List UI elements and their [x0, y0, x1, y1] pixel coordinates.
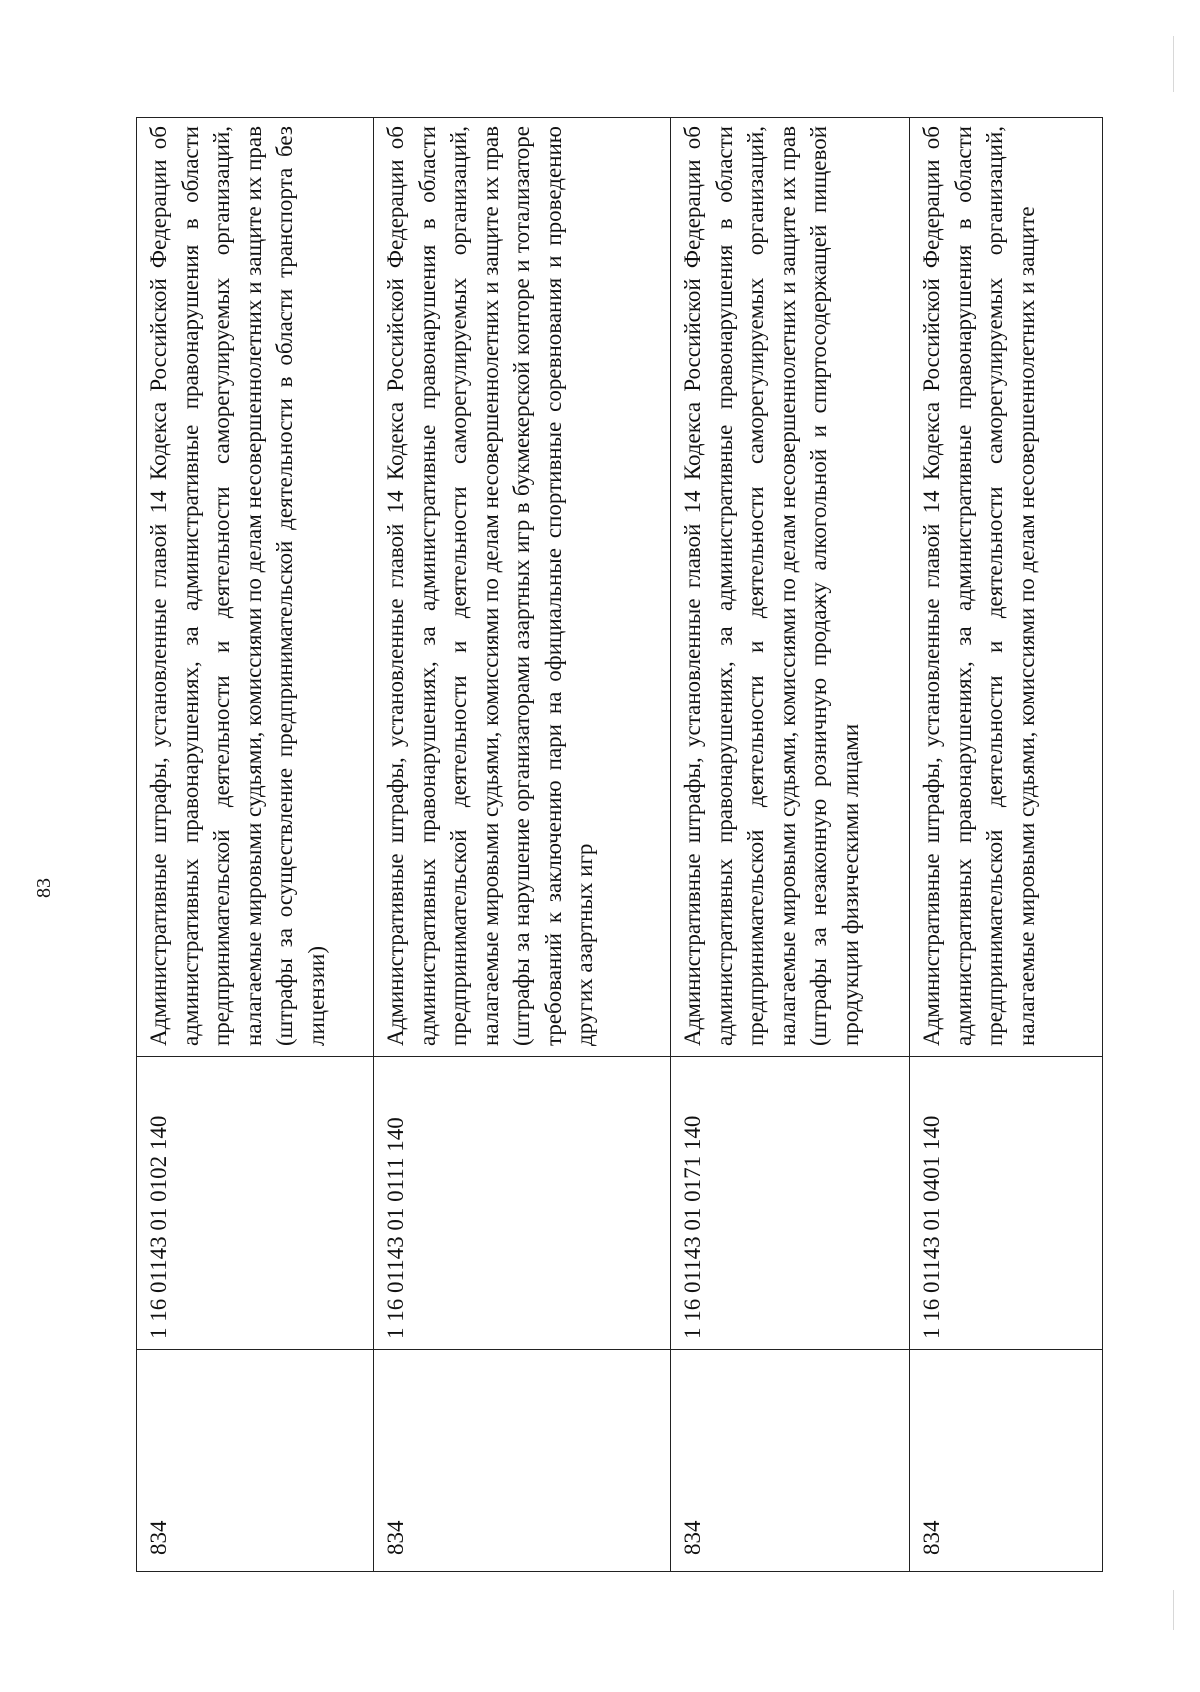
budget-code-cell: 1 16 01143 01 0171 140	[671, 1057, 910, 1350]
table-row	[374, 118, 671, 1572]
budget-code-cell: 1 16 01143 01 0111 140	[374, 1057, 671, 1350]
income-description-cell: Административные штрафы, установленные главой 14 Кодекса Российской Федерации об административных правонарушениях, за административные правонарушения в области предпринимательской деятельности и деятельности саморегулируемых организаций, налагаемые мировыми судьями, комиссиями по делам несовершеннолетних и защите их прав (штрафы за незаконную розничную продажу алкогольной и спиртосодержащей пищевой продукции физическими лицами	[671, 118, 910, 1057]
income-description-cell: Административные штрафы, установленные главой 14 Кодекса Российской Федерации об административных правонарушениях, за административные правонарушения в области предпринимательской деятельности и деятельности саморегулируемых организаций, налагаемые мировыми судьями, комиссиями по делам несовершеннолетних и защите	[910, 118, 1103, 1057]
administrator-code-cell: 834	[137, 1350, 374, 1572]
table-row	[671, 118, 910, 1572]
budget-classification-table	[136, 117, 1103, 1572]
scan-edge-mark	[1173, 36, 1174, 92]
scan-edge-mark	[1173, 1590, 1174, 1630]
administrator-code-cell: 834	[910, 1350, 1103, 1572]
administrator-code-cell: 834	[374, 1350, 671, 1572]
page-number	[32, 868, 56, 908]
budget-code-cell: 1 16 01143 01 0401 140	[910, 1057, 1103, 1350]
income-description-cell: Административные штрафы, установленные главой 14 Кодекса Российской Федерации об административных правонарушениях, за административные правонарушения в области предпринимательской деятельности и деятельности саморегулируемых организаций, налагаемые мировыми судьями, комиссиями по делам несовершеннолетних и защите их прав (штрафы за осуществление предпринимательской деятельности в области транспорта без лицензии)	[137, 118, 374, 1057]
administrator-code-cell: 834	[671, 1350, 910, 1572]
page-number-text: 83	[33, 878, 55, 898]
table-area	[136, 118, 1066, 1572]
budget-code-cell: 1 16 01143 01 0102 140	[137, 1057, 374, 1350]
income-description-cell: Административные штрафы, установленные главой 14 Кодекса Российской Федерации об административных правонарушениях, за административные правонарушения в области предпринимательской деятельности и деятельности саморегулируемых организаций, налагаемые мировыми судьями, комиссиями по делам несовершеннолетних и защите их прав (штрафы за нарушение организаторами азартных игр в букмекерской конторе и тотализаторе требований к заключению пари на официальные спортивные соревнования и проведению других азартных игр	[374, 118, 671, 1057]
table-row	[910, 118, 1103, 1572]
table-row	[137, 118, 374, 1572]
